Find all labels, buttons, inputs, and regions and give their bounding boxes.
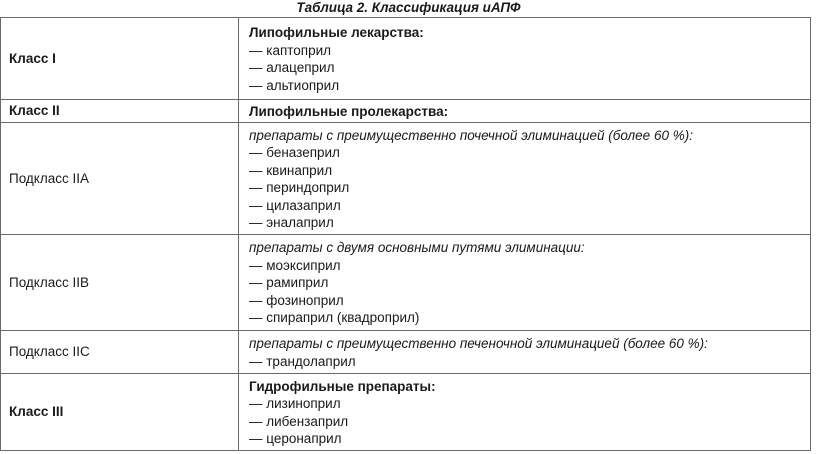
class-cell: Подкласс IIB <box>1 235 239 331</box>
drug-item: — церонаприл <box>249 431 342 446</box>
drug-cell <box>239 374 811 451</box>
drug-item: — моэксиприл <box>249 257 341 273</box>
elimination-note: препараты с двумя основными путями элиминации: <box>249 240 585 256</box>
drug-item: — либензаприл <box>249 413 349 429</box>
drug-item: — лизиноприл <box>249 396 341 411</box>
drug-cell <box>239 331 811 374</box>
elimination-note: препараты с преимущественно почечной элиминацией (более 60 %): <box>249 127 693 143</box>
group-heading: Липофильные пролекарства: <box>249 103 449 119</box>
drug-item: — беназеприл <box>249 145 340 160</box>
table-caption: Таблица 2. Классификация иАПФ <box>296 0 521 15</box>
drug-item: — квинаприл <box>249 162 333 178</box>
drug-item: — периндоприл <box>249 180 350 195</box>
drug-item: — фозиноприл <box>249 292 344 308</box>
table-row <box>1 123 811 235</box>
class-cell: Класс II <box>1 100 239 123</box>
class-cell: Подкласс IIA <box>1 123 239 235</box>
drug-cell <box>239 100 811 123</box>
ace-inhibitor-classification-table <box>0 17 811 451</box>
table-row <box>1 100 811 123</box>
drug-cell <box>239 235 811 331</box>
table-row <box>1 331 811 374</box>
group-heading: Липофильные лекарства: <box>249 25 424 40</box>
table-row <box>1 235 811 331</box>
class-cell: Класс III <box>1 374 239 451</box>
drug-item: — рамиприл <box>249 275 329 291</box>
drug-item: — трандолаприл <box>249 353 356 369</box>
class-cell: Подкласс IIC <box>1 331 239 374</box>
drug-item: — алацеприл <box>249 60 335 75</box>
class-cell: Класс I <box>1 18 239 100</box>
table-row <box>1 374 811 451</box>
drug-cell <box>239 18 811 100</box>
drug-item: — каптоприл <box>249 42 332 58</box>
drug-item: — спираприл (квадроприл) <box>249 310 420 326</box>
drug-item: — альтиоприл <box>249 77 340 93</box>
elimination-note: препараты с преимущественно печеночной элиминацией (более 60 %): <box>249 336 708 351</box>
drug-item: — эналаприл <box>249 215 334 230</box>
drug-cell <box>239 123 811 235</box>
table-row <box>1 18 811 100</box>
drug-item: — цилазаприл <box>249 197 341 213</box>
group-heading: Гидрофильные препараты: <box>249 378 436 394</box>
